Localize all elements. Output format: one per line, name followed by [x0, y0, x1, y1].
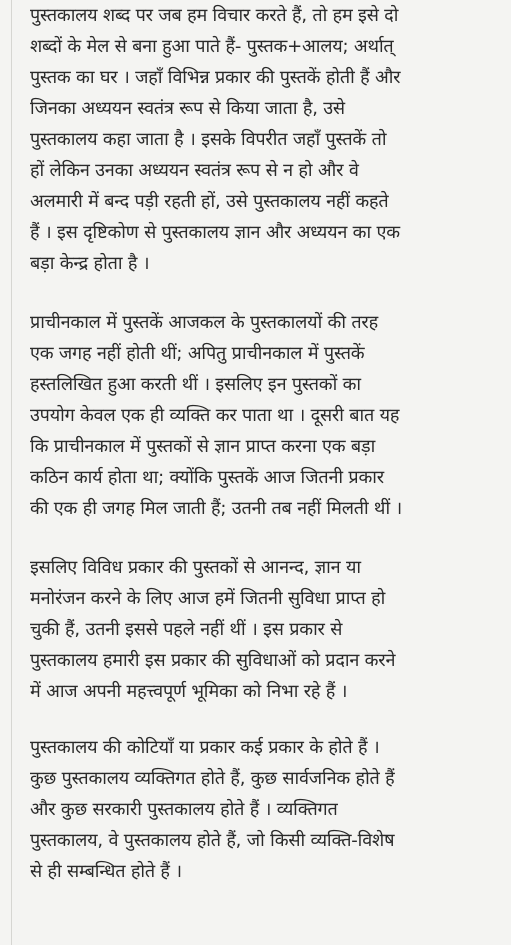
text-line: पुस्तकालय, वे पुस्तकालय होते हैं, जो किसी व्यक्ति-विशेष: [30, 830, 395, 851]
text-line: अलमारी में बन्द पड़ी रहती हों, उसे पुस्तकालय नहीं कहते: [30, 191, 389, 212]
left-margin-rule: [11, 0, 12, 945]
paragraph-2: [30, 307, 500, 524]
text-line: और कुछ सरकारी पुस्तकालय होते हैं । व्यक्तिगत: [30, 799, 338, 820]
text-line: से ही सम्बन्धित होते हैं ।: [30, 861, 182, 882]
text-line: पुस्तकालय कहा जाता है । इसके विपरीत जहाँ पुस्तकें तो: [30, 129, 387, 150]
text-line: पुस्तकालय की कोटियाँ या प्रकार कई प्रकार के होते हैं ।: [30, 737, 380, 758]
paragraph-gap: [30, 279, 500, 307]
text-line: हों लेकिन उनका अध्ययन स्वतंत्र रूप से न हो और वे: [30, 160, 359, 181]
text-line: एक जगह नहीं होती थीं; अपितु प्राचीनकाल में पुस्तकें: [30, 343, 365, 364]
text-line: शब्दों के मेल से बना हुआ पाते हैं- पुस्तक+आलय; अर्थात्: [30, 36, 394, 57]
text-line: जिनका अध्ययन स्वतंत्र रूप से किया जाता है, उसे: [30, 98, 345, 119]
text-line: हस्तलिखित हुआ करती थीं । इसलिए इन पुस्तकों का: [30, 374, 361, 395]
text-line: में आज अपनी महत्त्वपूर्ण भूमिका को निभा रहे हैं ।: [30, 681, 348, 702]
text-line: कठिन कार्य होता था; क्योंकि पुस्तकें आज जितनी प्रकार: [30, 467, 384, 488]
paragraph-1: [30, 0, 500, 279]
text-line: पुस्तक का घर । जहाँ विभिन्न प्रकार की पुस्तकें होती हैं और: [30, 67, 401, 88]
text-line: पुस्तकालय शब्द पर जब हम विचार करते हैं, तो हम इसे दो: [30, 5, 399, 26]
text-line: हैं । इस दृष्टिकोण से पुस्तकालय ज्ञान और अध्ययन का एक: [30, 222, 400, 243]
text-line: पुस्तकालय हमारी इस प्रकार की सुविधाओं को प्रदान करने: [30, 650, 396, 671]
text-line: बड़ा केन्द्र होता है ।: [30, 253, 150, 274]
paragraph-gap: [30, 524, 500, 552]
text-line: मनोरंजन करने के लिए आज हमें जितनी सुविधा प्राप्त हो: [30, 588, 386, 609]
text-line: की एक ही जगह मिल जाती हैं; उतनी तब नहीं मिलती थीं ।: [30, 498, 403, 519]
text-line: उपयोग केवल एक ही व्यक्ति कर पाता था । दूसरी बात यह: [30, 405, 400, 426]
text-line: चुकी हैं, उतनी इससे पहले नहीं थीं । इस प्रकार से: [30, 619, 343, 640]
paragraph-gap: [30, 707, 500, 732]
paragraph-3: [30, 552, 500, 707]
text-line: इसलिए विविध प्रकार की पुस्तकों से आनन्द, ज्ञान या: [30, 557, 361, 578]
text-line: प्राचीनकाल में पुस्तकें आजकल के पुस्तकालयों की तरह: [30, 312, 378, 333]
text-line: कि प्राचीनकाल में पुस्तकों से ज्ञान प्राप्त करना एक बड़ा: [30, 436, 376, 457]
text-line: कुछ पुस्तकालय व्यक्तिगत होते हैं, कुछ सार्वजनिक होते हैं: [30, 768, 395, 789]
article-body: [30, 0, 500, 945]
paragraph-4: [30, 732, 500, 887]
